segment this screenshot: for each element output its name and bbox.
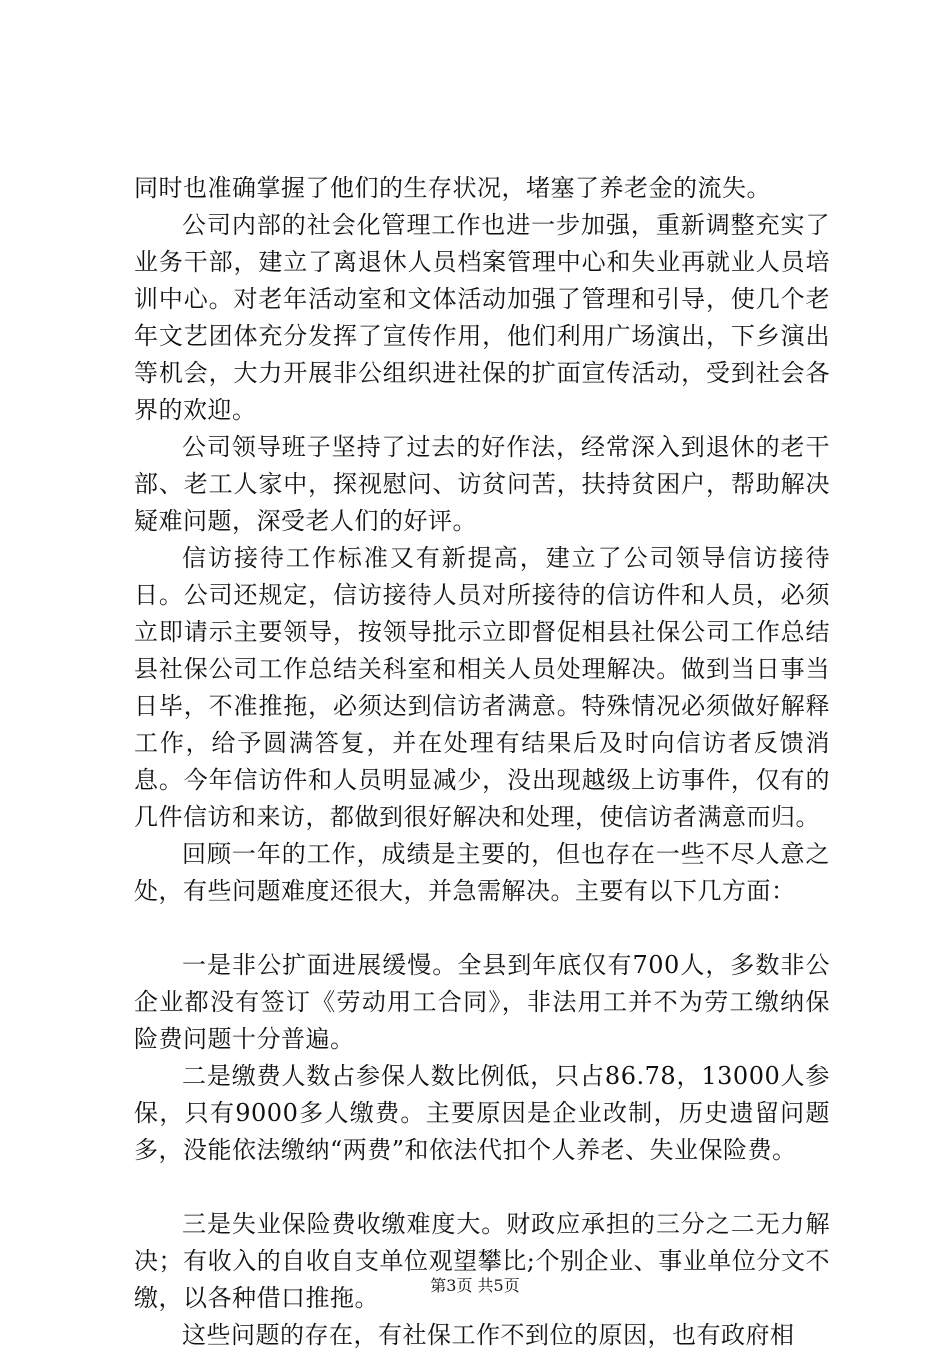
paragraph-9: 这些问题的存在，有社保工作不到位的原因，也有政府相: [182, 1321, 795, 1349]
paragraph-7: 二是缴费人数占参保人数比例低，只占86.78，13000人参保，只有9000多人缴费。主要原因是企业改制，历史遗留问题多，没能依法缴纳“两费”和依法代扣个人养老、失业保险费。: [134, 1062, 830, 1164]
paragraph-3: 公司领导班子坚持了过去的好作法，经常深入到退休的老干部、老工人家中，探视慰问、访贫问苦，扶持贫困户，帮助解决疑难问题，深受老人们的好评。: [134, 433, 830, 535]
paragraph-4: 信访接待工作标准又有新提高，建立了公司领导信访接待日。公司还规定，信访接待人员对所接待的信访件和人员，必须立即请示主要领导，按领导批示立即督促相县社保公司工作总结县社保公司工作总结关科室和相关人员处理解决。做到当日事当日毕，不准推拖，必须达到信访者满意。特殊情况必须做好解释工作，给予圆满答复，并在处理有结果后及时向信访者反馈消息。今年信访件和人员明显减少，没出现越级上访事件，仅有的几件信访和来访，都做到很好解决和处理，使信访者满意而归。: [134, 544, 830, 831]
paragraph-8: 三是失业保险费收缴难度大。财政应承担的三分之二无力解决；有收入的自收自支单位观望攀比;个别企业、事业单位分文不缴，以各种借口推拖。: [134, 1210, 830, 1312]
paragraph-6: 一是非公扩面进展缓慢。全县到年底仅有700人，多数非公企业都没有签订《劳动用工合同》，非法用工并不为劳工缴纳保险费问题十分普遍。: [134, 951, 830, 1053]
page-number-footer: 第3页 共5页: [430, 1276, 520, 1295]
document-body: [134, 170, 830, 1354]
paragraph-5: 回顾一年的工作，成绩是主要的，但也存在一些不尽人意之处，有些问题难度还很大，并急需解决。主要有以下几方面：: [134, 840, 830, 905]
paragraph-2: 公司内部的社会化管理工作也进一步加强，重新调整充实了业务干部，建立了离退休人员档案管理中心和失业再就业人员培训中心。对老年活动室和文体活动加强了管理和引导，使几个老年文艺团体充分发挥了宣传作用，他们利用广场演出，下乡演出等机会，大力开展非公组织进社保的扩面宣传活动，受到社会各界的欢迎。: [134, 211, 830, 424]
paragraph-1: 同时也准确掌握了他们的生存状况，堵塞了养老金的流失。: [134, 174, 771, 202]
